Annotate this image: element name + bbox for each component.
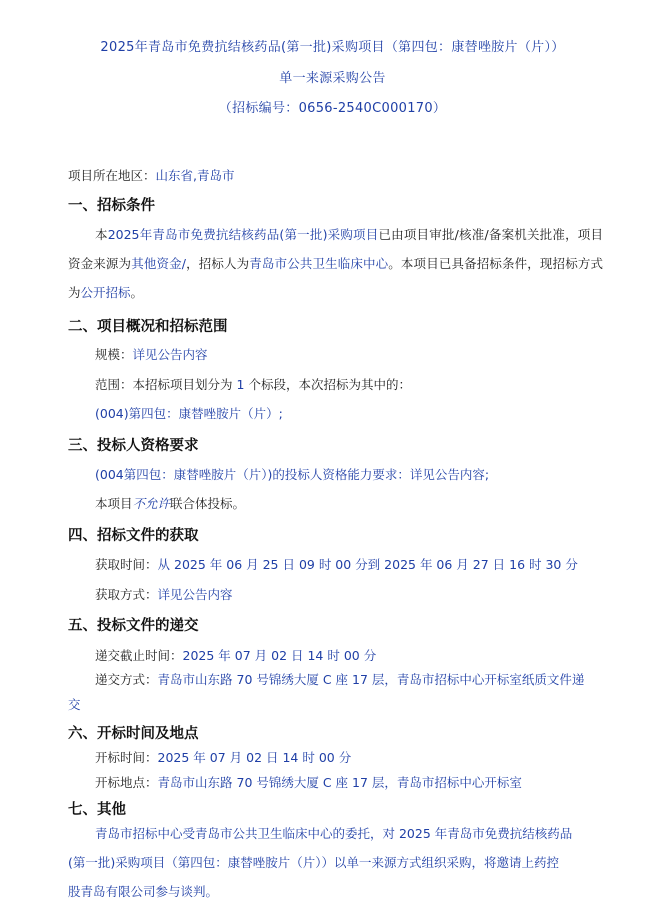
region-label: 项目所在地区： <box>68 168 156 183</box>
section-heading-4: 四、招标文件的获取 <box>68 528 199 544</box>
other-line-2: (第一批)采购项目（第四包：康替唑胺片（片））以单一来源方式组织采购，将邀请上药控 <box>68 855 560 870</box>
opening-place-value: 青岛市山东路 70 号锦绣大厦 C 座 17 层，青岛市招标中心开标室 <box>157 775 522 790</box>
other-line-3: 股青岛有限公司参与谈判。 <box>68 884 219 899</box>
deadline-label: 递交截止时间： <box>95 648 183 663</box>
lot-item: (004)第四包：康替唑胺片（片）; <box>95 406 283 421</box>
s1-project-name: 2025年青岛市免费抗结核药品(第一批)采购项目 <box>107 227 379 242</box>
tender-number: （招标编号：0656-2540C000170） <box>218 101 447 116</box>
obtain-time-row <box>95 555 578 573</box>
submit-method-label: 递交方式： <box>95 672 158 687</box>
title-line-2: 单一来源采购公告 <box>279 71 386 86</box>
s1-text-g: 。本项目已具备招标条件，现招标方式为 <box>68 256 603 300</box>
s1-tender-method: 公开招标 <box>80 285 131 300</box>
joint-bid-row <box>95 494 245 512</box>
section-heading-7: 七、其他 <box>68 802 126 818</box>
obtain-time-label: 获取时间： <box>95 557 158 572</box>
scope-number: 1 <box>236 377 245 392</box>
title-line-1: 2025年青岛市免费抗结核药品(第一批)采购项目（第四包：康替唑胺片（片）） <box>100 40 565 55</box>
s1-text-c: 已由项目审批/核准/备案机关批准，项目资金来源为 <box>68 227 603 271</box>
section-heading-5: 五、投标文件的递交 <box>68 618 199 634</box>
project-region <box>68 166 235 184</box>
submit-method-row <box>95 670 584 688</box>
section-1-paragraph <box>68 220 603 307</box>
section-heading-6: 六、开标时间及地点 <box>68 726 199 742</box>
scope-rest: 个标段，本次招标为其中的： <box>248 377 411 392</box>
opening-place-row <box>95 773 522 791</box>
s1-tenderer: 青岛市公共卫生临床中心 <box>249 256 389 271</box>
obtain-method-row <box>95 585 233 603</box>
obtain-method-label: 获取方式： <box>95 587 158 602</box>
joint-text-c: 联合体投标。 <box>170 496 246 511</box>
s1-text-e: ，招标人为 <box>185 256 250 271</box>
opening-time-value: 2025 年 07 月 02 日 14 时 00 分 <box>157 750 352 765</box>
region-value: 山东省,青岛市 <box>155 168 235 183</box>
deadline-value: 2025 年 07 月 02 日 14 时 00 分 <box>182 648 377 663</box>
obtain-time-value: 从 2025 年 06 月 25 日 09 时 00 分到 2025 年 06 月 27 日 16 时 30 分 <box>157 557 578 572</box>
obtain-method-value: 详见公告内容 <box>157 587 233 602</box>
opening-place-label: 开标地点： <box>95 775 158 790</box>
submit-method-continued: 交 <box>68 697 81 712</box>
scope-row <box>95 375 411 393</box>
s1-fund-source: 其他资金/ <box>131 256 186 271</box>
scale-value: 详见公告内容 <box>132 347 208 362</box>
scale-label: 规模： <box>95 347 133 362</box>
scope-label: 范围：本招标项目划分为 <box>95 377 233 392</box>
joint-text-a: 本项目 <box>95 496 133 511</box>
opening-time-row <box>95 748 351 766</box>
qualification-requirement: (004第四包：康替唑胺片（片）)的投标人资格能力要求：详见公告内容; <box>95 467 490 482</box>
section-heading-2: 二、项目概况和招标范围 <box>68 319 228 335</box>
opening-time-label: 开标时间： <box>95 750 158 765</box>
other-line-1: 青岛市招标中心受青岛市公共卫生临床中心的委托，对 2025 年青岛市免费抗结核药品 <box>95 826 573 841</box>
section-heading-3: 三、投标人资格要求 <box>68 438 199 454</box>
joint-not-allowed: 不允许 <box>132 496 171 511</box>
deadline-row <box>95 646 376 664</box>
section-heading-1: 一、招标条件 <box>68 198 155 214</box>
s1-text-a: 本 <box>95 227 108 242</box>
scale-row <box>95 345 208 363</box>
submit-method-value: 青岛市山东路 70 号锦绣大厦 C 座 17 层，青岛市招标中心开标室纸质文件递 <box>157 672 585 687</box>
s1-text-i: 。 <box>130 285 144 300</box>
